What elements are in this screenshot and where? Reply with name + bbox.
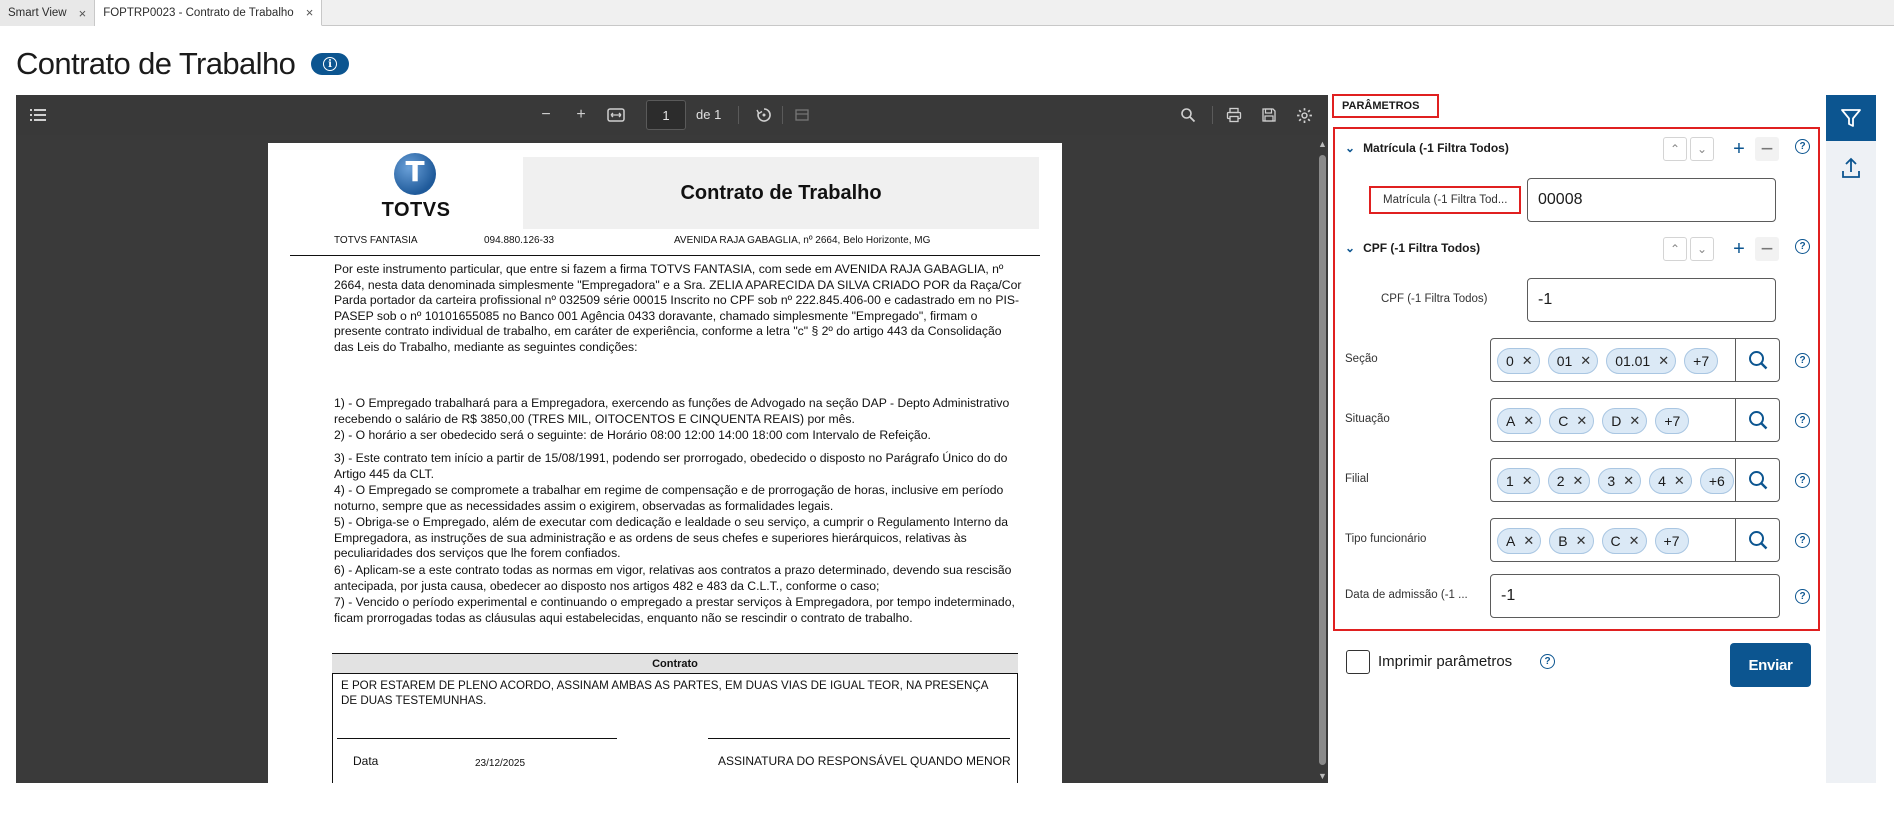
filial-multiselect[interactable] (1490, 458, 1780, 502)
side-rail (1826, 95, 1876, 783)
matricula-field-label: Matrícula (-1 Filtra Tod... (1369, 186, 1521, 214)
close-icon[interactable]: × (78, 5, 87, 21)
contrato-box (332, 673, 1018, 783)
signature-responsavel: ASSINATURA DO RESPONSÁVEL QUANDO MENOR (718, 754, 1011, 768)
chip-label: C (1610, 533, 1621, 549)
chevron-down-icon[interactable]: ⌄ (1345, 141, 1356, 155)
chevron-up-icon: ⌃ (1669, 242, 1681, 256)
signature-line (337, 738, 617, 739)
chip[interactable] (1606, 348, 1676, 374)
matricula-group-header[interactable] (1345, 141, 1509, 155)
remove-button[interactable] (1755, 237, 1779, 261)
tipo-funcionario-label: Tipo funcionário (1345, 533, 1427, 545)
more-chip[interactable]: +7 (1655, 528, 1689, 554)
more-chip[interactable]: +7 (1655, 408, 1689, 434)
info-button[interactable] (311, 53, 349, 75)
chip-label: D (1611, 413, 1622, 429)
divider (738, 106, 739, 124)
zoom-out-icon[interactable]: − (541, 106, 551, 123)
minus-icon: − (1760, 236, 1774, 261)
chevron-up-icon: ⌃ (1669, 142, 1681, 156)
signature-date-label: Data (353, 754, 379, 768)
clause-4: 4) - O Empregado se compromete a trabalhar em regime de compensação e de prorrogação de horas, inclusive em período noturno, sempre que as necessidades assim o exigirem, observadas as formalidades legais. (334, 483, 1004, 513)
close-icon[interactable]: × (305, 5, 314, 20)
clause-1: 1) - O Empregado trabalhará para a Empregadora, exercendo as funções de Advogado na seção DAP - Depto Administrativo recebendo o salário de R$ 3850,00 (TRES MIL, OITOCENTOS E CINQUENTA REAIS) por mês. (334, 396, 1010, 426)
chip[interactable] (1497, 348, 1540, 374)
chip[interactable] (1649, 468, 1692, 494)
filter-icon (1840, 107, 1862, 129)
clause-6: 6) - Aplicam-se a este contrato todas as normas em vigor, relativas aos contratos a prazo determinado, devendo sua rescisão antecipada, por justa causa, obedecer ao disposto nos artigos 482 e 483 da C.L.T., conforme o caso; (334, 563, 1012, 593)
company-name: TOTVS FANTASIA (334, 235, 418, 246)
chip[interactable] (1497, 408, 1541, 434)
tab-bar (0, 0, 1894, 26)
close-icon[interactable]: ✕ (1572, 473, 1584, 488)
params-panel (1333, 127, 1820, 631)
clause-7: 7) - Vencido o período experimental e continuando o empregado a prestar serviços à Empregadora, por tempo indeterminado, ficam prorrogadas todas as cláusulas aqui estabelecidas, enquanto não se rescindir o contrato de trabalho. (334, 595, 1015, 625)
chip[interactable] (1497, 468, 1540, 494)
print-params-label: Imprimir parâmetros (1378, 653, 1513, 670)
search-button[interactable] (1735, 339, 1779, 381)
chip[interactable] (1548, 348, 1598, 374)
scrollbar-thumb[interactable] (1319, 155, 1326, 765)
search-button[interactable] (1735, 399, 1779, 441)
chip-label: 01 (1556, 353, 1573, 369)
secao-label: Seção (1345, 353, 1378, 365)
chip-label: 1 (1506, 473, 1514, 489)
clause-5: 5) - Obriga-se o Empregado, além de executar com dedicação e lealdade o seu serviço, a cumprir o Regulamento Interno da Empregadora, as instruções de sua administração e as ordens de seus chefes e superiores hierárquicos, relativas às peculiaridades dos serviços que lhe forem confiados. (334, 515, 1009, 560)
page-count: de 1 (696, 107, 722, 122)
close-icon[interactable]: ✕ (1629, 413, 1641, 428)
plus-icon: + (1733, 237, 1745, 260)
help-icon[interactable]: ? (1795, 239, 1810, 254)
rotate-icon[interactable] (754, 105, 774, 125)
move-down-button[interactable] (1690, 137, 1714, 161)
page-number-input[interactable]: 1 (646, 100, 686, 130)
document-title: Contrato de Trabalho (523, 157, 1039, 229)
signature-line (708, 738, 1010, 739)
search-button[interactable] (1735, 459, 1779, 501)
gear-icon[interactable] (1294, 105, 1314, 125)
close-icon[interactable]: ✕ (1523, 533, 1535, 548)
chip[interactable] (1549, 408, 1594, 434)
logo-text: TOTVS (381, 199, 451, 221)
chip[interactable] (1602, 408, 1647, 434)
tab-label: FOPTRP0023 - Contrato de Trabalho (103, 6, 294, 19)
list-icon[interactable] (28, 105, 48, 125)
close-icon[interactable]: ✕ (1523, 413, 1535, 428)
situacao-multiselect[interactable] (1490, 398, 1780, 442)
chevron-down-icon: ⌄ (1696, 242, 1708, 256)
chip-label: A (1506, 413, 1516, 429)
cpf-group-label: CPF (-1 Filtra Todos) (1363, 241, 1481, 255)
print-icon[interactable] (1224, 105, 1244, 125)
filter-button[interactable] (1826, 95, 1876, 141)
close-icon[interactable]: ✕ (1575, 533, 1587, 548)
totvs-logo (381, 153, 451, 223)
upload-button[interactable] (1826, 151, 1876, 185)
chip[interactable] (1548, 468, 1591, 494)
help-icon[interactable]: ? (1540, 654, 1555, 669)
close-icon[interactable]: ✕ (1521, 353, 1533, 368)
close-icon[interactable]: ✕ (1628, 533, 1640, 548)
scroll-up-icon[interactable]: ▲ (1318, 139, 1327, 149)
vertical-scrollbar[interactable] (1316, 135, 1328, 783)
chip-label: 2 (1556, 473, 1565, 489)
clause-3: 3) - Este contrato tem início a partir de 15/08/1991, podendo ser prorrogado, obedecido o disposto no Parágrafo Único do do Artigo 445 da CLT. (334, 451, 1008, 481)
page-title: Contrato de Trabalho (16, 46, 296, 81)
chevron-down-icon[interactable]: ⌄ (1345, 241, 1356, 255)
matricula-group-label: Matrícula (-1 Filtra Todos) (1363, 141, 1509, 155)
fit-width-icon[interactable] (606, 105, 626, 125)
company-address: AVENIDA RAJA GABAGLIA, nº 2664, Belo Horizonte, MG (674, 235, 931, 246)
move-down-button[interactable] (1690, 237, 1714, 261)
chip-label: C (1558, 413, 1569, 429)
chevron-down-icon: ⌄ (1696, 142, 1708, 156)
move-up-button[interactable] (1663, 137, 1687, 161)
pdf-viewer (16, 95, 1328, 783)
document-properties-icon[interactable] (792, 105, 812, 125)
data-admissao-input[interactable]: -1 (1490, 574, 1780, 618)
close-icon[interactable]: ✕ (1580, 353, 1592, 368)
chip[interactable] (1549, 528, 1593, 554)
pdf-toolbar (16, 95, 1328, 135)
help-icon[interactable]: ? (1795, 473, 1810, 488)
chip-label: A (1506, 533, 1516, 549)
chip[interactable] (1598, 468, 1641, 494)
close-icon[interactable]: ✕ (1576, 413, 1588, 428)
chip-label: 01.01 (1615, 353, 1651, 369)
divider (290, 255, 1040, 256)
more-chip[interactable]: +6 (1700, 468, 1734, 494)
help-icon[interactable]: ? (1795, 533, 1810, 548)
filial-label: Filial (1345, 473, 1369, 485)
chip-label: 3 (1607, 473, 1616, 489)
tipo-funcionario-multiselect[interactable] (1490, 518, 1780, 562)
add-button[interactable] (1727, 137, 1751, 161)
plus-icon: + (1733, 137, 1745, 160)
close-icon[interactable]: ✕ (1623, 473, 1635, 488)
divider (782, 106, 783, 124)
upload-icon (1841, 157, 1861, 179)
save-icon[interactable] (1259, 105, 1279, 125)
help-icon[interactable]: ? (1795, 139, 1810, 154)
close-icon[interactable]: ✕ (1673, 473, 1685, 488)
company-cnpj: 094.880.126-33 (484, 235, 555, 246)
data-admissao-label: Data de admissão (-1 ... (1345, 589, 1468, 601)
cpf-field-label: CPF (-1 Filtra Todos) (1381, 293, 1488, 305)
help-icon[interactable]: ? (1795, 589, 1810, 604)
send-button[interactable]: Enviar (1730, 643, 1811, 687)
move-up-button[interactable] (1663, 237, 1687, 261)
clause-2: 2) - O horário a ser obedecido será o seguinte: de Horário 08:00 12:00 14:00 18:00 com Intervalo de Refeição. (334, 428, 931, 442)
signature-date: 23/12/2025 (475, 758, 526, 769)
search-icon (1748, 470, 1768, 490)
chip-label: 4 (1658, 473, 1666, 489)
situacao-label: Situação (1345, 413, 1390, 425)
search-icon (1748, 530, 1768, 550)
document-page (268, 143, 1062, 783)
contrato-text: E POR ESTAREM DE PLENO ACORDO, ASSINAM AMBAS AS PARTES, EM DUAS VIAS DE IGUAL TEOR, NA PRESENÇA DE DUAS TESTEMUNHAS. (341, 679, 988, 707)
print-params-checkbox[interactable] (1346, 650, 1370, 674)
chip[interactable] (1602, 528, 1647, 554)
help-icon[interactable]: ? (1795, 413, 1810, 428)
zoom-in-icon[interactable]: + (576, 106, 586, 123)
intro-paragraph: Por este instrumento particular, que entre si fazem a firma TOTVS FANTASIA, com sede em AVENIDA RAJA GABAGLIA, nº 2664, nesta data denominada simplesmente "Empregadora" e a Sra. ZELIA APARECIDA DA SILVA CRIADO POR da Raça/Cor Parda portador da carteira profissional nº 032509 série 00015 Inscrito no CPF sob nº 222.845.406-00 e cadastrado em no PIS- PASEP sob o nº 10101655085 no Banco 001 Agência 0433 doravante, chamado simplesmente "Empregado", firmam o presente contrato individual de trabalho, em caráter de experiência, conforme a letra "c" § 2º do artigo 443 da Consolidação das Leis do Trabalho, mediante as seguintes condições: (334, 262, 1022, 354)
minus-icon: − (1760, 136, 1774, 161)
logo-globe (394, 153, 436, 195)
chip-label: B (1558, 533, 1568, 549)
contrato-header: Contrato (332, 653, 1018, 673)
add-button[interactable] (1727, 237, 1751, 261)
chip-label: 0 (1506, 353, 1514, 369)
help-icon[interactable]: ? (1795, 353, 1810, 368)
info-icon: i (323, 57, 337, 71)
search-button[interactable] (1735, 519, 1779, 561)
scroll-down-icon[interactable]: ▼ (1318, 771, 1327, 781)
chip[interactable] (1497, 528, 1541, 554)
cpf-group-header[interactable] (1345, 241, 1480, 255)
params-section-label: PARÂMETROS (1332, 94, 1439, 118)
tab-smart-view[interactable] (0, 0, 95, 26)
search-icon[interactable] (1178, 105, 1198, 125)
more-chip[interactable]: +7 (1684, 348, 1718, 374)
search-icon (1748, 410, 1768, 430)
tab-contrato-de-trabalho[interactable] (95, 0, 322, 26)
close-icon[interactable]: ✕ (1658, 353, 1670, 368)
matricula-input[interactable]: 00008 (1527, 178, 1776, 222)
close-icon[interactable]: ✕ (1521, 473, 1533, 488)
divider (1212, 106, 1213, 124)
tab-label: Smart View (8, 7, 67, 19)
cpf-input[interactable]: -1 (1527, 278, 1776, 322)
secao-multiselect[interactable] (1490, 338, 1780, 382)
search-icon (1748, 350, 1768, 370)
remove-button[interactable] (1755, 137, 1779, 161)
